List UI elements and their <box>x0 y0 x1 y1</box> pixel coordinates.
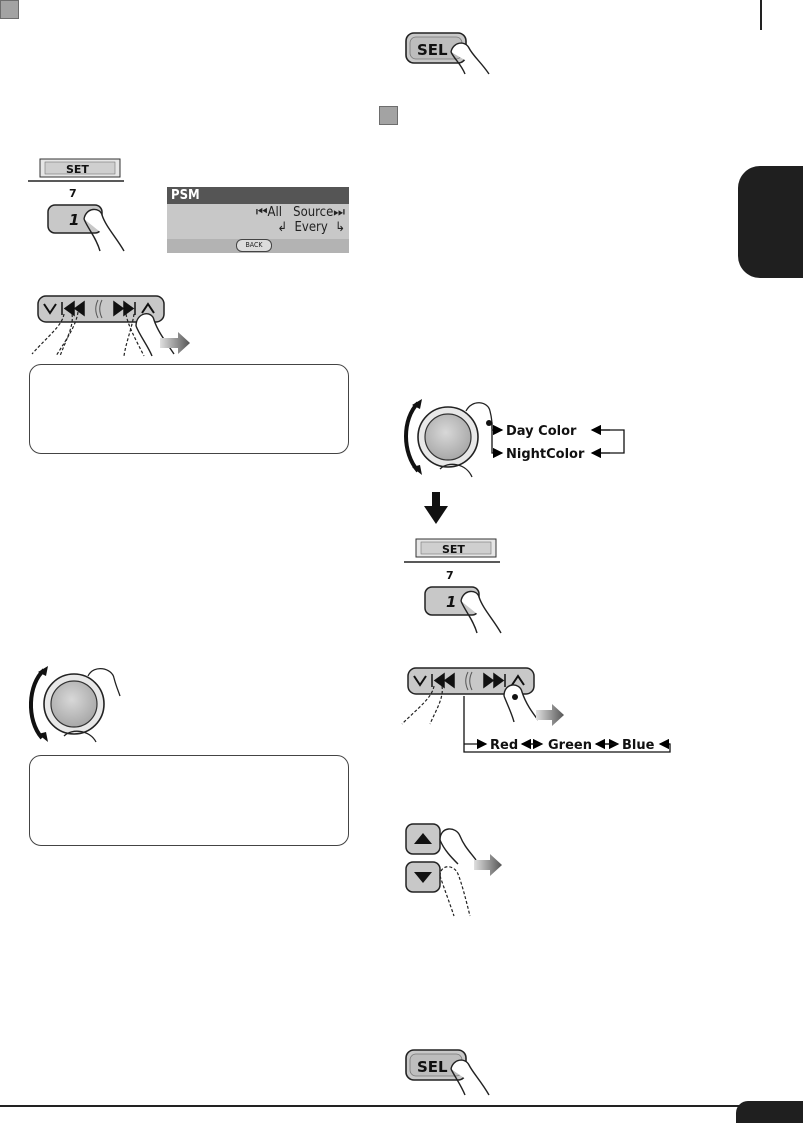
page-number-tab <box>736 1101 803 1123</box>
corner-rule <box>760 0 762 30</box>
option-day-color: Day Color <box>506 424 577 439</box>
color-component-diagram <box>398 664 678 764</box>
skip-buttons-icon[interactable] <box>28 292 198 360</box>
set-key[interactable] <box>28 155 128 185</box>
svg-text:SEL: SEL <box>417 41 448 59</box>
svg-text:7: 7 <box>69 187 77 200</box>
back-button[interactable]: BACK <box>236 239 272 252</box>
option-red: Red <box>490 738 519 753</box>
set-key[interactable] <box>404 535 504 567</box>
svg-text:1: 1 <box>69 211 80 229</box>
up-down-buttons-icon[interactable] <box>404 820 514 920</box>
arrow-right-icon <box>474 854 502 876</box>
preset-button[interactable] <box>44 185 134 257</box>
arrow-right-icon <box>536 704 564 726</box>
section-square-icon <box>379 106 398 125</box>
sel-button[interactable] <box>403 1047 495 1099</box>
svg-text:SET: SET <box>442 543 465 556</box>
skip-buttons-icon[interactable] <box>402 668 564 726</box>
svg-text:7: 7 <box>446 569 454 582</box>
section-square-icon <box>0 0 19 19</box>
control-dial-icon[interactable] <box>28 662 128 750</box>
display-row-2: ↲ Every ↳ <box>277 220 345 235</box>
display-title: PSM <box>167 187 349 204</box>
note-box <box>29 364 349 454</box>
svg-text:SET: SET <box>66 163 89 176</box>
option-night-color: NightColor <box>506 447 585 462</box>
color-mode-diagram <box>404 393 644 485</box>
svg-text:SEL: SEL <box>417 1058 448 1076</box>
finger-press-icon <box>440 829 476 860</box>
option-green: Green <box>548 738 592 753</box>
control-dial-icon[interactable] <box>406 399 492 477</box>
display-row-1: ⏮All Source⏭ <box>255 205 345 220</box>
arrow-right-icon <box>160 332 190 354</box>
note-box <box>29 755 349 846</box>
psm-display <box>167 187 349 253</box>
svg-text:1: 1 <box>446 593 457 611</box>
sel-button[interactable] <box>403 30 493 78</box>
option-blue: Blue <box>622 738 655 753</box>
preset-button[interactable] <box>421 567 511 639</box>
footer-rule <box>0 1105 803 1107</box>
arrow-down-icon <box>424 492 448 524</box>
language-tab <box>738 166 803 278</box>
